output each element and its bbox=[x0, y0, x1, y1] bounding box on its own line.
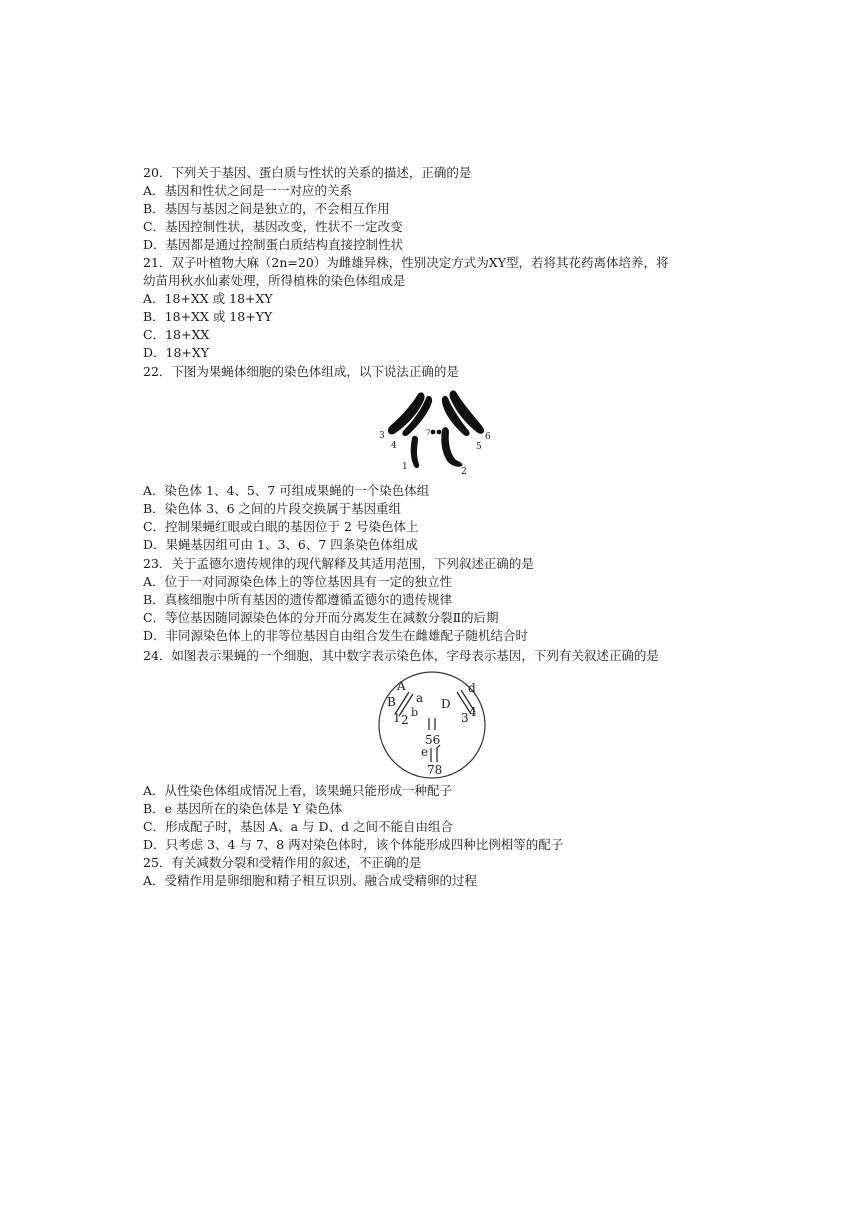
karyotype-label-5: 5 bbox=[476, 442, 482, 452]
karyotype-label-1: 1 bbox=[402, 462, 408, 472]
karyotype-label-7: 7 bbox=[426, 429, 431, 437]
gene-label-b: b bbox=[411, 706, 419, 719]
chromosome-7 bbox=[431, 430, 436, 435]
gene-label-d: d bbox=[468, 681, 476, 695]
q20-option-c: C．基因控制性状，基因改变，性状不一定改变 bbox=[143, 219, 403, 234]
q23-option-a: A．位于一对同源染色体上的等位基因具有一定的独立性 bbox=[143, 574, 453, 589]
q22-option-b: B．染色体 3、6 之间的片段交换属于基因重组 bbox=[143, 501, 402, 516]
chromosome-label-56: 56 bbox=[425, 733, 441, 747]
chromosome-8 bbox=[437, 430, 442, 435]
q20-stem: 20．下列关于基因、蛋白质与性状的关系的描述，正确的是 bbox=[143, 165, 472, 180]
chromosome-label-4: 4 bbox=[469, 705, 477, 719]
q22-option-c: C．控制果蝇红眼或白眼的基因位于 2 号染色体上 bbox=[143, 519, 419, 534]
q22-option-d: D．果蝇基因组可由 1、3、6、7 四条染色体组成 bbox=[143, 537, 418, 552]
gene-label-B: B bbox=[387, 695, 396, 709]
q20-option-d: D．基因都是通过控制蛋白质结构直接控制性状 bbox=[143, 237, 404, 252]
q23-option-b: B．真核细胞中所有基因的遗传都遵循孟德尔的遗传规律 bbox=[143, 592, 453, 607]
q22-karyotype-figure bbox=[378, 386, 496, 476]
q21-stem-line2: 幼苗用秋水仙素处理，所得植株的染色体组成是 bbox=[143, 273, 406, 288]
q24-option-c: C．形成配子时，基因 A、a 与 D、d 之间不能自由组合 bbox=[143, 819, 453, 834]
q25-option-a: A．受精作用是卵细胞和精子相互识别、融合成受精卵的过程 bbox=[143, 873, 478, 888]
karyotype-label-3: 3 bbox=[379, 431, 385, 441]
gene-label-D: D bbox=[441, 697, 451, 711]
chromosome-label-3: 3 bbox=[461, 711, 469, 725]
q25-stem: 25．有关减数分裂和受精作用的叙述，不正确的是 bbox=[143, 855, 422, 870]
karyotype-label-6: 6 bbox=[485, 432, 491, 442]
chromosome-8-line bbox=[437, 745, 440, 762]
q20-option-b: B．基因与基因之间是独立的，不会相互作用 bbox=[143, 201, 390, 216]
q23-option-c: C．等位基因随同源染色体的分开而分离发生在减数分裂Ⅱ的后期 bbox=[143, 610, 499, 625]
gene-label-e: e bbox=[421, 745, 429, 759]
karyotype-label-4: 4 bbox=[391, 441, 397, 451]
karyotype-label-8: 8 bbox=[442, 429, 447, 437]
q21-option-a: A．18+XX 或 18+XY bbox=[143, 291, 273, 306]
chromosome-label-2: 2 bbox=[401, 713, 409, 727]
q23-option-d: D．非同源染色体上的非等位基因自由组合发生在雌雄配子随机结合时 bbox=[143, 628, 529, 643]
q24-cell-figure bbox=[375, 670, 489, 780]
q20-option-a: A．基因和性状之间是一一对应的关系 bbox=[143, 183, 353, 198]
chromosome-label-78: 78 bbox=[427, 763, 443, 777]
chromosome-label-1: 1 bbox=[393, 711, 401, 725]
q22-stem: 22．下图为果蝇体细胞的染色体组成，以下说法正确的是 bbox=[143, 364, 459, 379]
q24-option-d: D．只考虑 3、4 与 7、8 两对染色体时，该个体能形成四种比例相等的配子 bbox=[143, 837, 564, 852]
q21-option-d: D．18+XY bbox=[143, 345, 210, 360]
gene-label-a: a bbox=[416, 691, 424, 705]
karyotype-label-2: 2 bbox=[461, 467, 467, 476]
q21-option-b: B．18+XX 或 18+YY bbox=[143, 309, 273, 324]
chromosome-1 bbox=[411, 436, 419, 468]
q24-option-b: B．e 基因所在的染色体是 Y 染色体 bbox=[143, 801, 343, 816]
gene-label-A: A bbox=[397, 679, 406, 693]
q24-stem: 24．如图表示果蝇的一个细胞，其中数字表示染色体，字母表示基因，下列有关叙述正确的是 bbox=[143, 648, 659, 663]
q24-option-a: A．从性染色体组成情况上看，该果蝇只能形成一种配子 bbox=[143, 783, 453, 798]
q21-stem-line1: 21．双子叶植物大麻（2n=20）为雌雄异株，性别决定方式为XY型，若将其花药离体培养，将 bbox=[143, 255, 669, 270]
q22-option-a: A．染色体 1、4、5、7 可组成果蝇的一个染色体组 bbox=[143, 483, 430, 498]
q23-stem: 23．关于孟德尔遗传规律的现代解释及其适用范围，下列叙述正确的是 bbox=[143, 556, 534, 571]
q21-option-c: C．18+XX bbox=[143, 327, 210, 342]
